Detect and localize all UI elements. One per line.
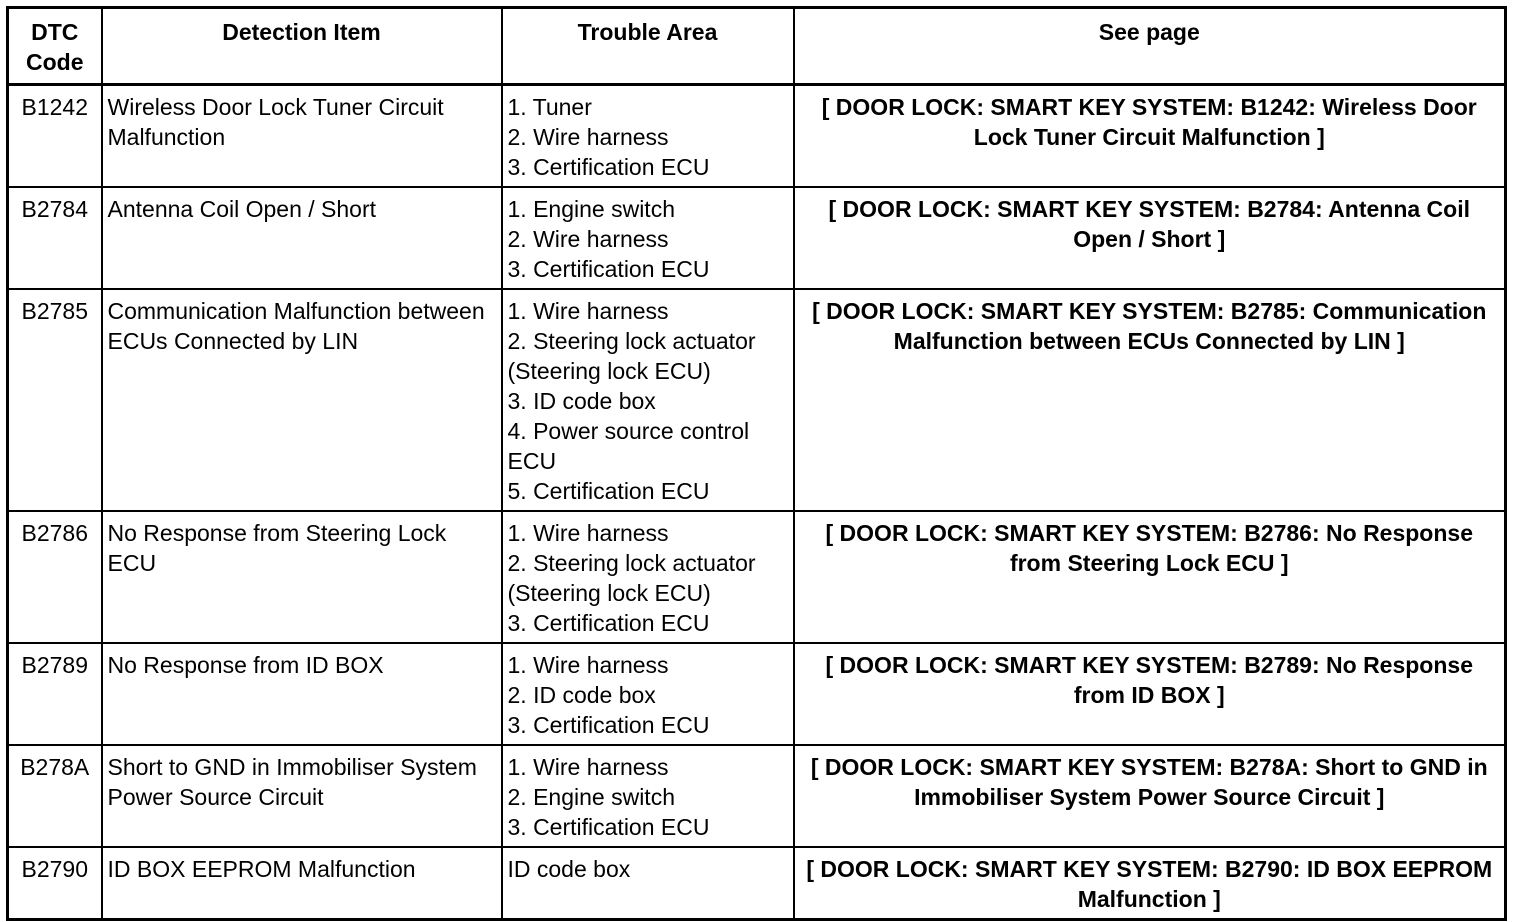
trouble-area-item: 2. Engine switch — [507, 784, 675, 810]
detection-item-cell: Short to GND in Immobiliser System Power Source Circuit — [102, 745, 502, 847]
see-page-link[interactable]: [ DOOR LOCK: SMART KEY SYSTEM: B2790: ID BOX EEPROM Malfunction ] — [794, 847, 1506, 920]
table-body — [8, 85, 1506, 920]
table-row — [8, 85, 1506, 188]
dtc-code-cell: B278A — [8, 745, 102, 847]
see-page-link[interactable]: [ DOOR LOCK: SMART KEY SYSTEM: B2786: No Response from Steering Lock ECU ] — [794, 511, 1506, 643]
table-row — [8, 745, 1506, 847]
table-row — [8, 643, 1506, 745]
dtc-code-cell: B2785 — [8, 289, 102, 511]
header-see-page: See page — [794, 8, 1506, 85]
detection-item-cell: No Response from Steering Lock ECU — [102, 511, 502, 643]
see-page-link[interactable]: [ DOOR LOCK: SMART KEY SYSTEM: B2785: Communication Malfunction between ECUs Connected by LIN ] — [794, 289, 1506, 511]
trouble-area-cell — [502, 745, 794, 847]
dtc-code-cell: B2789 — [8, 643, 102, 745]
dtc-code-cell: B2786 — [8, 511, 102, 643]
trouble-area-item: 3. Certification ECU — [507, 256, 710, 282]
header-dtc-code-line1: DTC — [31, 19, 79, 45]
see-page-link[interactable]: [ DOOR LOCK: SMART KEY SYSTEM: B2784: Antenna Coil Open / Short ] — [794, 187, 1506, 289]
header-dtc-code — [8, 8, 102, 85]
trouble-area-item: 4. Power source control ECU — [507, 418, 750, 474]
detection-item-cell: Wireless Door Lock Tuner Circuit Malfunction — [102, 85, 502, 188]
table-row — [8, 511, 1506, 643]
header-trouble-area: Trouble Area — [502, 8, 794, 85]
trouble-area-cell — [502, 643, 794, 745]
trouble-area-item: 2. Steering lock actuator (Steering lock ECU) — [507, 550, 756, 606]
trouble-area-cell — [502, 289, 794, 511]
trouble-area-item: ID code box — [507, 856, 631, 882]
trouble-area-item: 5. Certification ECU — [507, 478, 710, 504]
detection-item-cell: Communication Malfunction between ECUs Connected by LIN — [102, 289, 502, 511]
see-page-link[interactable]: [ DOOR LOCK: SMART KEY SYSTEM: B2789: No Response from ID BOX ] — [794, 643, 1506, 745]
trouble-area-item: 2. Steering lock actuator (Steering lock ECU) — [507, 328, 756, 384]
trouble-area-item: 2. ID code box — [507, 682, 656, 708]
header-detection-item: Detection Item — [102, 8, 502, 85]
table-row — [8, 187, 1506, 289]
dtc-table — [6, 6, 1507, 921]
trouble-area-item: 1. Wire harness — [507, 652, 669, 678]
trouble-area-item: 3. Certification ECU — [507, 712, 710, 738]
trouble-area-item: 1. Wire harness — [507, 520, 669, 546]
dtc-code-cell: B2784 — [8, 187, 102, 289]
detection-item-cell: ID BOX EEPROM Malfunction — [102, 847, 502, 920]
trouble-area-cell — [502, 511, 794, 643]
header-dtc-code-line2: Code — [26, 49, 84, 75]
detection-item-cell: No Response from ID BOX — [102, 643, 502, 745]
dtc-code-cell: B1242 — [8, 85, 102, 188]
trouble-area-item: 3. ID code box — [507, 388, 656, 414]
trouble-area-item: 1. Tuner — [507, 94, 592, 120]
trouble-area-item: 1. Wire harness — [507, 754, 669, 780]
trouble-area-cell — [502, 847, 794, 920]
header-row — [8, 8, 1506, 85]
trouble-area-item: 3. Certification ECU — [507, 610, 710, 636]
trouble-area-cell — [502, 187, 794, 289]
table-row — [8, 289, 1506, 511]
trouble-area-item: 3. Certification ECU — [507, 814, 710, 840]
table-header — [8, 8, 1506, 85]
trouble-area-item: 2. Wire harness — [507, 226, 669, 252]
trouble-area-item: 2. Wire harness — [507, 124, 669, 150]
see-page-link[interactable]: [ DOOR LOCK: SMART KEY SYSTEM: B1242: Wireless Door Lock Tuner Circuit Malfunction ] — [794, 85, 1506, 188]
trouble-area-item: 3. Certification ECU — [507, 154, 710, 180]
trouble-area-cell — [502, 85, 794, 188]
dtc-code-cell: B2790 — [8, 847, 102, 920]
detection-item-cell: Antenna Coil Open / Short — [102, 187, 502, 289]
table-row — [8, 847, 1506, 920]
see-page-link[interactable]: [ DOOR LOCK: SMART KEY SYSTEM: B278A: Short to GND in Immobiliser System Power Source Circuit ] — [794, 745, 1506, 847]
trouble-area-item: 1. Wire harness — [507, 298, 669, 324]
trouble-area-item: 1. Engine switch — [507, 196, 675, 222]
